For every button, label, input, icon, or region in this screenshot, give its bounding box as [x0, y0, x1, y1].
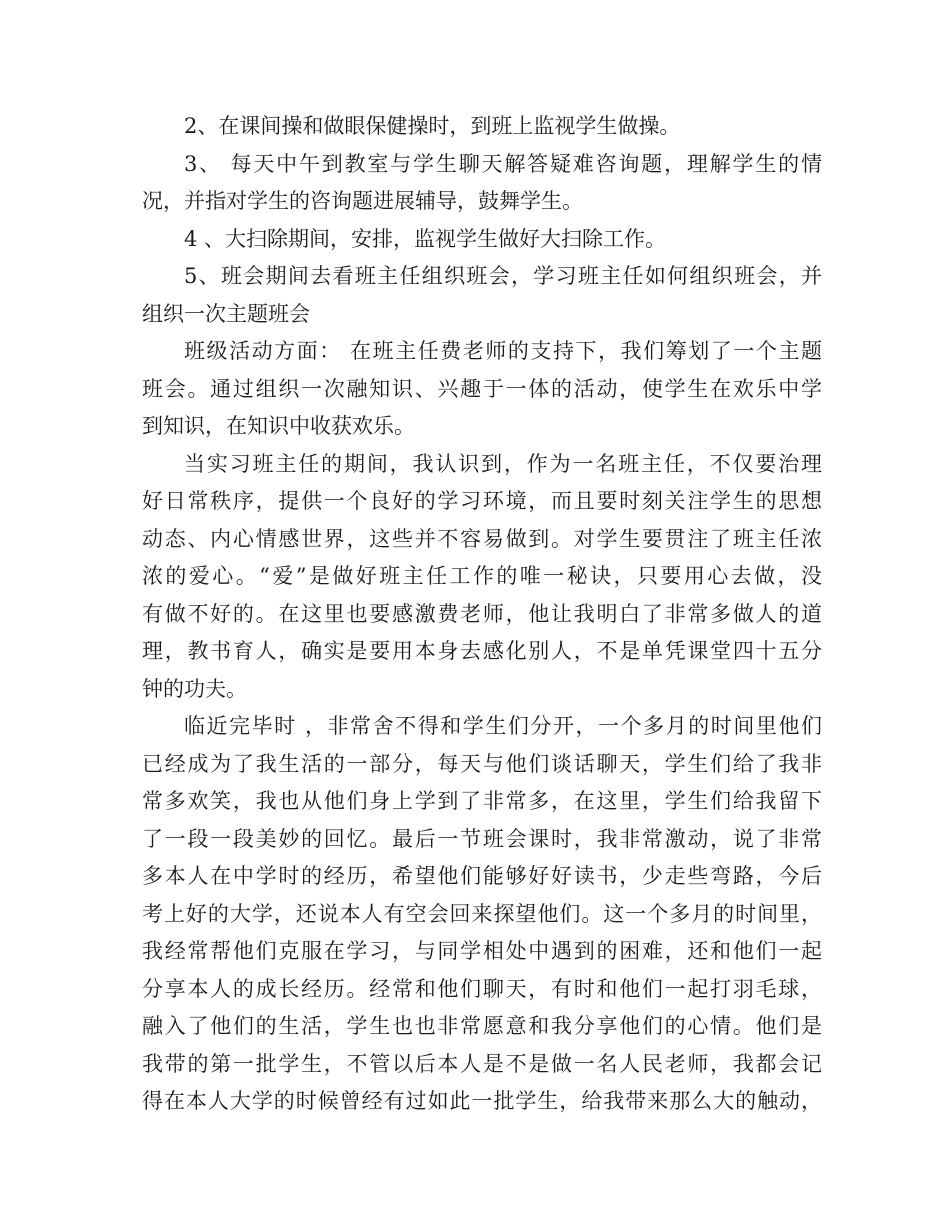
- text-line: 理，教书育人，确实是要用本身去感化别人，不是单凭课堂四十五分: [142, 639, 822, 663]
- text-line: 钟的功夫。: [142, 676, 247, 701]
- text-line: 已经成为了我生活的一部分，每天与他们谈话聊天，学生们给了我非: [142, 751, 822, 776]
- text-line: 临近完毕时 ，非常舍不得和学生们分开，一个多月的时间里他们: [184, 714, 822, 738]
- text-line: 了一段一段美妙的回忆。最后一节班会课时，我非常激动，说了非常: [142, 826, 822, 851]
- text-line: 融入了他们的生活，学生也也非常愿意和我分享他们的心情。他们是: [142, 1014, 822, 1038]
- text-line: 组织一次主题班会: [142, 301, 310, 326]
- text-line: 2、在课间操和做眼保健操时，到班上监视学生做操。: [184, 114, 681, 138]
- text-line: 得在本人大学的时候曾经有过如此一批学生，给我带来那么大的触动，: [142, 1089, 822, 1113]
- text-line: 4 、大扫除期间，安排，监视学生做好大扫除工作。: [184, 226, 667, 251]
- text-line: 当实习班主任的期间，我认识到，作为一名班主任，不仅要治理: [184, 451, 822, 476]
- document-body: [142, 108, 822, 1121]
- text-line: 况，并指对学生的咨询题进展辅导，鼓舞学生。: [142, 189, 583, 213]
- text-line: 班级活动方面： 在班主任费老师的支持下，我们筹划了一个主题: [184, 339, 822, 363]
- text-line: 班会。通过组织一次融知识、兴趣于一体的活动，使学生在欢乐中学: [142, 376, 822, 401]
- text-line: 到知识，在知识中收获欢乐。: [142, 414, 415, 438]
- text-line: 分享本人的成长经历。经常和他们聊天，有时和他们一起打羽毛球，: [142, 976, 822, 1001]
- text-line: 常多欢笑，我也从他们身上学到了非常多，在这里，学生们给我留下: [142, 789, 822, 813]
- text-line: 3、 每天中午到教室与学生聊天解答疑难咨询题，理解学生的情: [184, 151, 822, 176]
- text-line: 有做不好的。在这里也要感激费老师，他让我明白了非常多做人的道: [142, 601, 822, 626]
- text-line: 我带的第一批学生，不管以后本人是不是做一名人民老师，我都会记: [142, 1051, 822, 1076]
- text-line: 我经常帮他们克服在学习，与同学相处中遇到的困难，还和他们一起: [142, 939, 822, 963]
- text-line: 多本人在中学时的经历，希望他们能够好好读书，少走些弯路，今后: [142, 864, 822, 888]
- text-line: 考上好的大学，还说本人有空会回来探望他们。这一个多月的时间里，: [142, 901, 822, 926]
- text-line: 浓的爱心。“爱”是做好班主任工作的唯一秘诀，只要用心去做，没: [142, 564, 822, 588]
- text-line: 动态、内心情感世界，这些并不容易做到。对学生要贯注了班主任浓: [142, 526, 822, 551]
- text-line: 5、班会期间去看班主任组织班会，学习班主任如何组织班会，并: [184, 264, 822, 288]
- text-line: 好日常秩序，提供一个良好的学习环境，而且要时刻关注学生的思想: [142, 489, 822, 513]
